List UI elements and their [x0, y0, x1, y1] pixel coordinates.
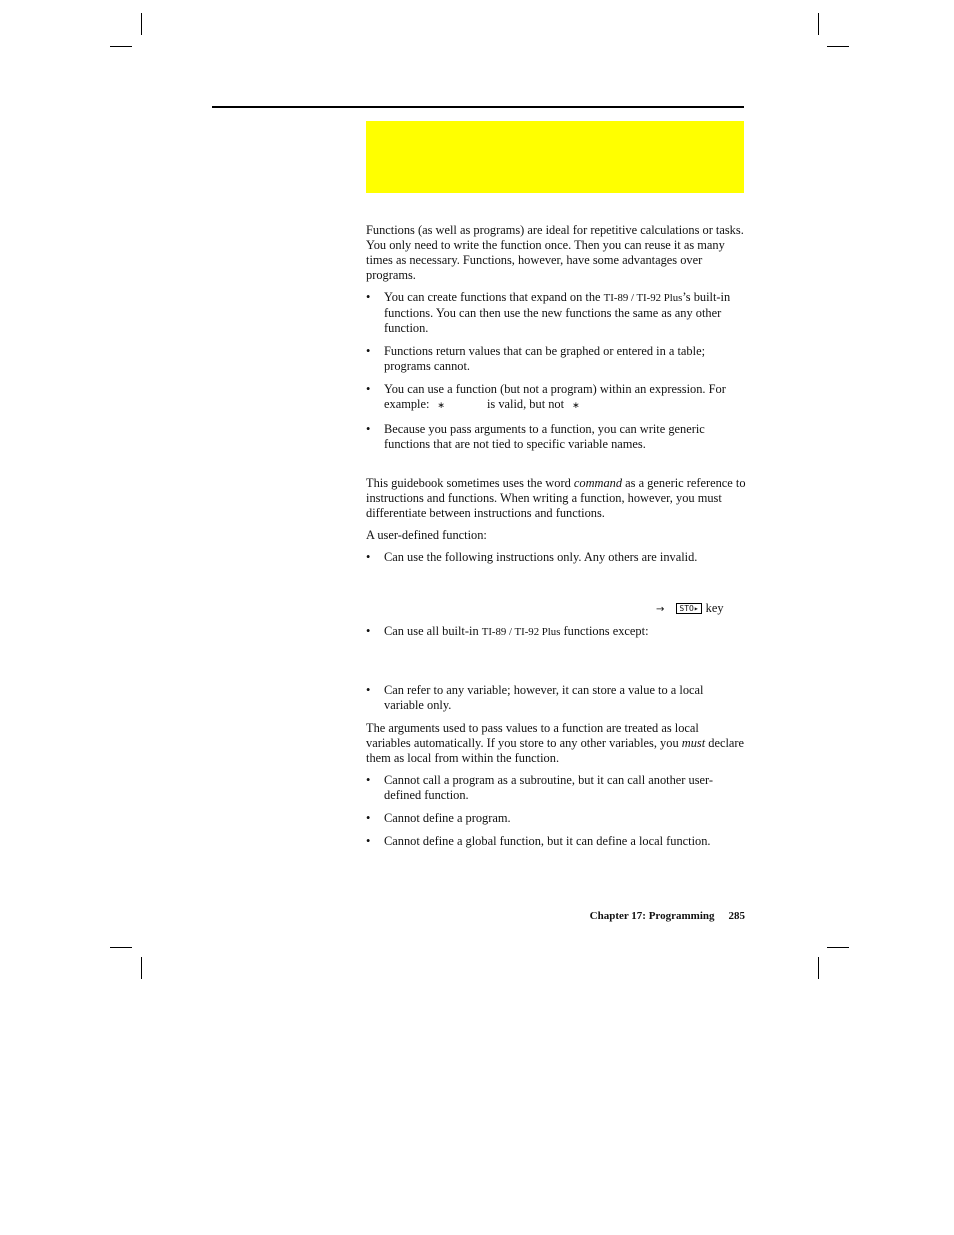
multiply-glyph: ∗	[572, 401, 580, 411]
list-item: • Can use all built-in TI-89 / TI-92 Plus functions except:	[366, 624, 746, 675]
list-item: • Cannot call a program as a subroutine, but it can call another user-defined function.	[366, 773, 746, 803]
store-arrow-icon: →	[656, 604, 665, 615]
sto-key-icon: STO▸	[676, 603, 701, 614]
rules-list	[366, 550, 746, 713]
list-item: • You can create functions that expand on the TI-89 / TI-92 Plus’s built-in functions. You can then use the new functions the same as any other function.	[366, 290, 746, 336]
advantages-list	[366, 290, 746, 452]
list-item: • Can use the following instructions only. Any others are invalid. → STO▸ key	[366, 550, 746, 616]
chapter-title: Chapter 17: Programming	[589, 910, 715, 922]
header-rule	[212, 106, 744, 108]
page-body	[366, 223, 746, 857]
list-item: • Cannot define a program.	[366, 811, 746, 826]
guidebook-paragraph: This guidebook sometimes uses the word command as a generic reference to instructions and functions. When writing a function, however, you must differentiate between instructions and functions.	[366, 476, 746, 520]
crop-mark	[141, 13, 142, 35]
list-item: • Can refer to any variable; however, it can store a value to a local variable only.	[366, 683, 746, 713]
note-paragraph: The arguments used to pass values to a function are treated as local variables automatically. If you store to any other variables, you must declare them as local from within the function.	[366, 721, 745, 765]
list-item: • Functions return values that can be graphed or entered in a table; programs cannot.	[366, 344, 746, 374]
multiply-glyph: ∗	[437, 401, 445, 411]
highlight-band	[366, 121, 744, 193]
crop-mark	[827, 947, 849, 948]
calculator-model: TI-89 / TI-92 Plus	[481, 626, 561, 638]
crop-mark	[818, 957, 819, 979]
user-defined-intro: A user-defined function:	[366, 528, 487, 542]
rules-list-continued	[366, 773, 746, 849]
instructions-area: → STO▸ key	[656, 601, 724, 615]
page-footer	[590, 910, 745, 922]
list-item: • Because you pass arguments to a function, you can write generic functions that are not tied to specific variable names.	[366, 422, 746, 452]
calculator-model: TI-89 / TI-92 Plus	[603, 292, 683, 304]
page-number: 285	[728, 910, 745, 922]
functions-area	[384, 640, 746, 675]
crop-mark	[818, 13, 819, 35]
intro-paragraph: Functions (as well as programs) are ideal for repetitive calculations or tasks. You only need to write the function once. Then you can reuse it as many times as necessary. Functions, however, have some advantages over programs.	[366, 223, 744, 282]
crop-mark	[827, 46, 849, 47]
crop-mark	[141, 957, 142, 979]
list-item: • Cannot define a global function, but it can define a local function.	[366, 834, 746, 849]
crop-mark	[110, 947, 132, 948]
crop-mark	[110, 46, 132, 47]
list-item: • You can use a function (but not a program) within an expression. For example: ∗ is valid, but not ∗	[366, 382, 746, 414]
